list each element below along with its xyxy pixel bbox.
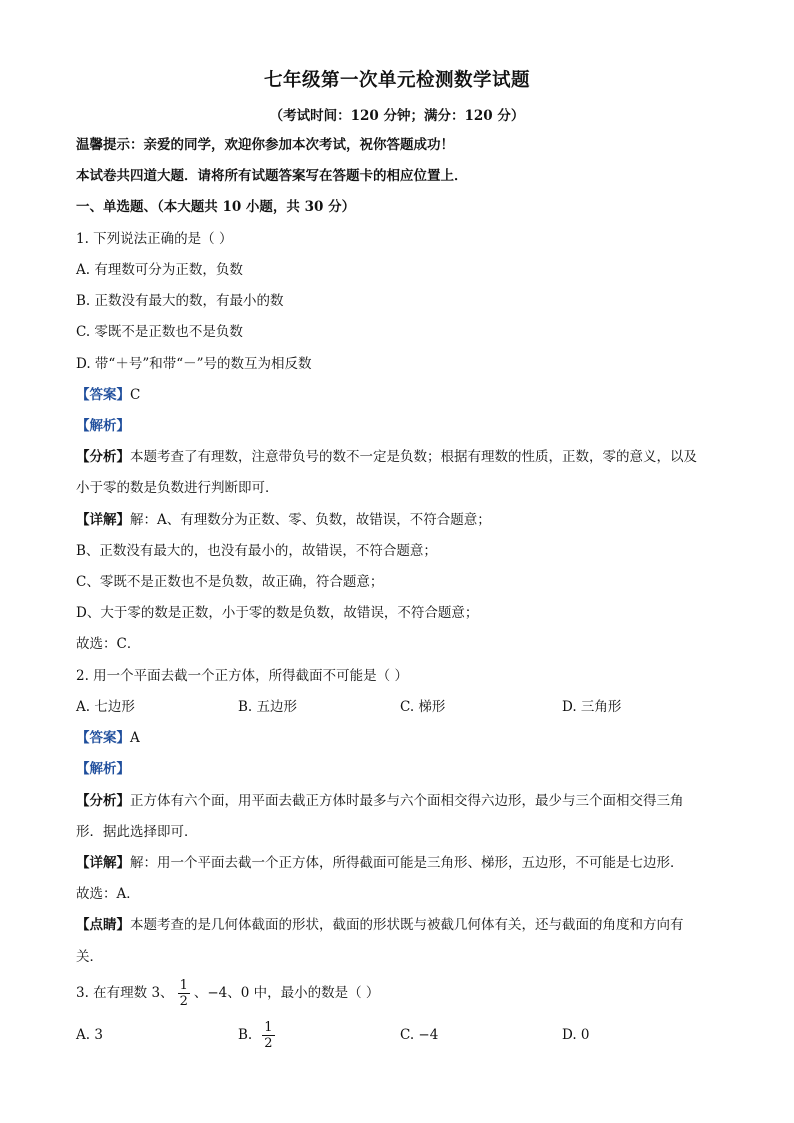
fraction-numerator: 1 [179,978,188,993]
question-2-choose: 故选：A． [76,886,140,902]
answer-tag: 【答案】 [76,730,130,746]
explain-tag: 【解析】 [76,761,130,777]
question-1-analysis [76,448,697,466]
detail-tag: 【详解】 [76,512,130,528]
question-1-choose: 故选：C． [76,636,141,652]
question-3-stem-start: 3. 在有理数 3、 [76,985,174,1001]
question-1-option-c: C. 零既不是正数也不是负数 [76,324,243,340]
answer-value: A [130,730,140,746]
question-1-detail-d: D、大于零的数是正数，小于零的数是负数，故错误，不符合题意； [76,605,479,621]
answer-tag: 【答案】 [76,387,130,403]
question-1-detail-b: B、正数没有最大的，也没有最小的，故错误，不符合题意； [76,543,437,559]
fraction-denominator: 2 [179,994,188,1009]
option-b-label: B. [238,1027,253,1043]
question-1-analysis-cont: 小于零的数是负数进行判断即可． [76,480,279,496]
comment-text: 本题考查的是几何体截面的形状，截面的形状既与被截几何体有关，还与截面的角度和方向有 [130,917,684,933]
page-title: 七年级第一次单元检测数学试题 [263,70,530,91]
question-2-answer [76,729,140,747]
analysis-tag: 【分析】 [76,793,130,809]
warm-tip: 温馨提示：亲爱的同学，欢迎你参加本次考试，祝你答题成功！ [76,137,454,153]
analysis-tag: 【分析】 [76,449,130,465]
question-2-detail [76,854,684,872]
detail-tag: 【详解】 [76,855,130,871]
analysis-text: 本题考查了有理数，注意带负号的数不一定是负数；根据有理数的性质，正数，零的意义，以及 [130,449,697,465]
question-2-stem: 2. 用一个平面去截一个正方体，所得截面不可能是（ ） [76,668,408,684]
question-2-explain [76,760,130,778]
question-3-option-d: D. 0 [562,1027,590,1043]
question-1-option-b: B. 正数没有最大的数，有最小的数 [76,293,284,309]
question-2-analysis-cont: 形．据此选择即可． [76,824,198,840]
detail-text: 解：A、有理数分为正数、零、负数，故错误，不符合题意； [130,512,491,528]
question-3-stem [76,976,379,1010]
question-1-detail [76,511,491,529]
fraction-one-half [262,1020,274,1051]
exam-notice: 本试卷共四道大题．请将所有试题答案写在答题卡的相应位置上． [76,168,468,184]
analysis-text: 正方体有六个面，用平面去截正方体时最多与六个面相交得六边形，最少与三个面相交得三角 [130,793,684,809]
question-2-option-a: A. 七边形 [76,699,135,715]
question-2-option-d: D. 三角形 [562,699,622,715]
exam-info: （考试时间：120 分钟；满分：120 分） [269,108,525,124]
detail-text: 解：用一个平面去截一个正方体，所得截面可能是三角形、梯形，五边形，不可能是七边形． [130,855,684,871]
question-3-option-b [238,1016,279,1054]
question-3-option-c: C. −4 [400,1027,439,1043]
question-2-option-c: C. 梯形 [400,699,446,715]
question-1-option-d: D. 带“＋号”和带“－”号的数互为相反数 [76,356,312,372]
comment-tag: 【点睛】 [76,917,130,933]
question-1-option-a: A. 有理数可分为正数，负数 [76,262,243,278]
question-1-answer [76,386,140,404]
question-1-explain [76,417,130,435]
question-1-stem: 1. 下列说法正确的是（ ） [76,231,233,247]
question-2-option-b: B. 五边形 [238,699,298,715]
fraction-one-half [178,978,190,1009]
explain-tag: 【解析】 [76,418,130,434]
answer-value: C [130,387,141,403]
question-2-comment-cont: 关． [76,949,103,965]
section-heading: 一、单选题、（本大题共 10 小题，共 30 分） [76,199,356,215]
question-3-option-a: A. 3 [76,1027,103,1043]
fraction-numerator: 1 [264,1020,273,1035]
question-2-comment [76,916,684,934]
question-2-analysis [76,792,684,810]
question-3-stem-end: 、−4、0 中，最小的数是（ ） [193,985,380,1001]
question-1-detail-c: C、零既不是正数也不是负数，故正确，符合题意； [76,574,384,590]
fraction-denominator: 2 [264,1036,273,1051]
